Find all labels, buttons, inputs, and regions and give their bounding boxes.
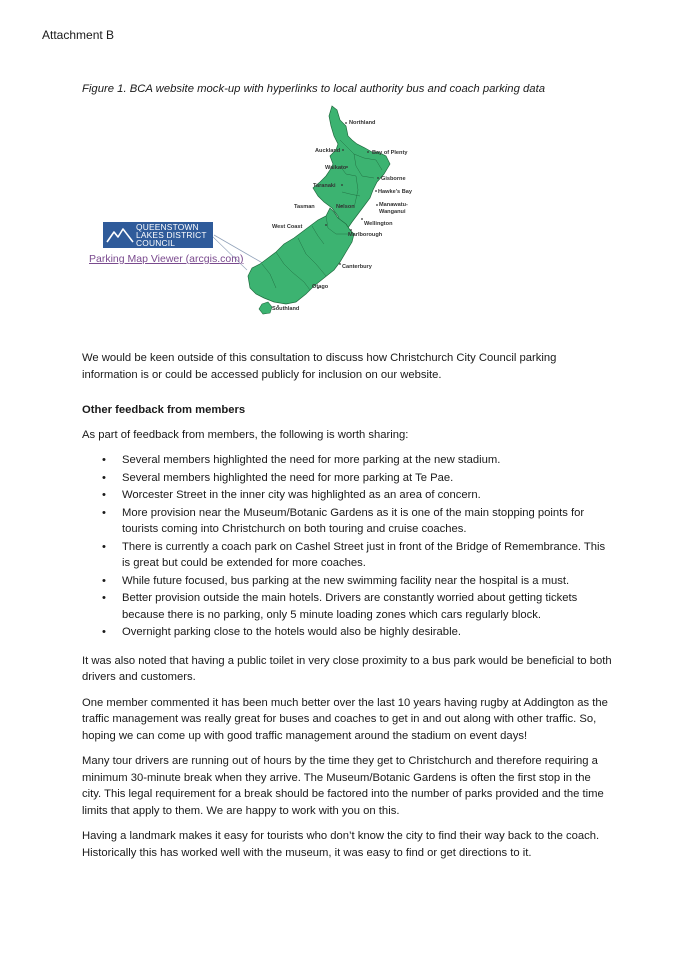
map-label-southland: Southland — [272, 306, 300, 312]
map-label-wellington: Wellington — [364, 221, 393, 227]
map-label-gisborne: Gisborne — [381, 176, 406, 182]
list-item: • Worcester Street in the inner city was highlighted as an area of concern. — [122, 487, 612, 504]
list-item: • Better provision outside the main hotels. Drivers are constantly worried about getting tickets because there is no parking, only 5 minute loading zones which cars regularly block. — [122, 590, 612, 623]
list-item: • Overnight parking close to the hotels would also be highly desirable. — [122, 624, 612, 641]
map-label-tasman: Tasman — [294, 204, 315, 210]
map-label-taranaki: Taranaki — [313, 183, 336, 189]
document-body — [82, 350, 612, 861]
list-item: • More provision near the Museum/Botanic Gardens as it is one of the main stopping points for tourists coming into Christchurch on both touring and cruise coaches. — [122, 505, 612, 538]
list-item: • There is currently a coach park on Cashel Street just in front of the Bridge of Remembrance. This is great but could be extended for more coaches. — [122, 539, 612, 572]
map-label-west-coast: West Coast — [272, 224, 303, 230]
mountain-icon — [106, 227, 134, 243]
map-label-waikato: Waikato — [325, 165, 347, 171]
list-item: • Several members highlighted the need for more parking at Te Pae. — [122, 470, 612, 487]
paragraph-toilet: It was also noted that having a public toilet in very close proximity to a bus park would be beneficial to both drivers and customers. — [82, 654, 612, 683]
map-label-wanganui: Wanganui — [379, 209, 406, 215]
list-item: • While future focused, bus parking at the new swimming facility near the hospital is a must. — [122, 573, 612, 590]
map-label-auckland: Auckland — [315, 148, 341, 154]
qldc-logo — [103, 222, 213, 248]
paragraph-landmark: Having a landmark makes it easy for tourists who don’t know the city to find their way back to the coach. Historically this has worked well with the museum, it was easy to find or get directions to it. — [82, 830, 600, 859]
attachment-label: Attachment B — [42, 28, 115, 42]
parking-map-viewer-link[interactable]: Parking Map Viewer (arcgis.com) — [89, 253, 244, 265]
map-label-marlborough: Marlborough — [348, 232, 383, 238]
list-item: • Several members highlighted the need for more parking at the new stadium. — [122, 452, 612, 469]
map-label-manawatu: Manawatu- — [379, 202, 408, 208]
section-heading: Other feedback from members — [82, 404, 246, 416]
paragraph-drivers-hours: Many tour drivers are running out of hours by the time they get to Christchurch and therefore requiring a minimum 30-minute break when they arrive. The Museum/Botanic Gardens is often the first stop in the city. This legal requirement for a break should be factored into the number of parks provided and the time limits that apply to them. We are happy to work with you on this. — [82, 755, 604, 817]
logo-line-2: LAKES DISTRICT — [136, 230, 207, 240]
map-label-otago: Otago — [312, 284, 329, 290]
map-label-canterbury: Canterbury — [342, 264, 372, 270]
intro-paragraph: We would be keen outside of this consultation to discuss how Christchurch City Council parking information is or could be accessed publicly for inclusion on our website. — [82, 352, 557, 381]
stewart-island-shape — [259, 302, 272, 314]
logo-line-3: COUNCIL — [136, 238, 176, 248]
paragraph-addington: One member commented it has been much better over the last 10 years having rugby at Addington as the traffic management was really great for buses and coaches to get in and out along with other traffic. So, hoping we can come up with good traffic management around the stadium on event days! — [82, 696, 608, 742]
feedback-list — [82, 452, 612, 641]
south-island-shape — [248, 208, 354, 304]
section-intro: As part of feedback from members, the following is worth sharing: — [82, 428, 409, 441]
nz-region-map — [236, 104, 416, 320]
map-label-northland: Northland — [349, 120, 376, 126]
figure-caption: Figure 1. BCA website mock-up with hyperlinks to local authority bus and coach parking data — [82, 83, 545, 95]
map-label-bay-of-plenty: Bay of Plenty — [372, 150, 408, 156]
map-label-hawkes-bay: Hawke's Bay — [378, 189, 412, 195]
map-label-nelson: Nelson — [336, 204, 355, 210]
logo-line-1: QUEENSTOWN — [136, 222, 199, 232]
